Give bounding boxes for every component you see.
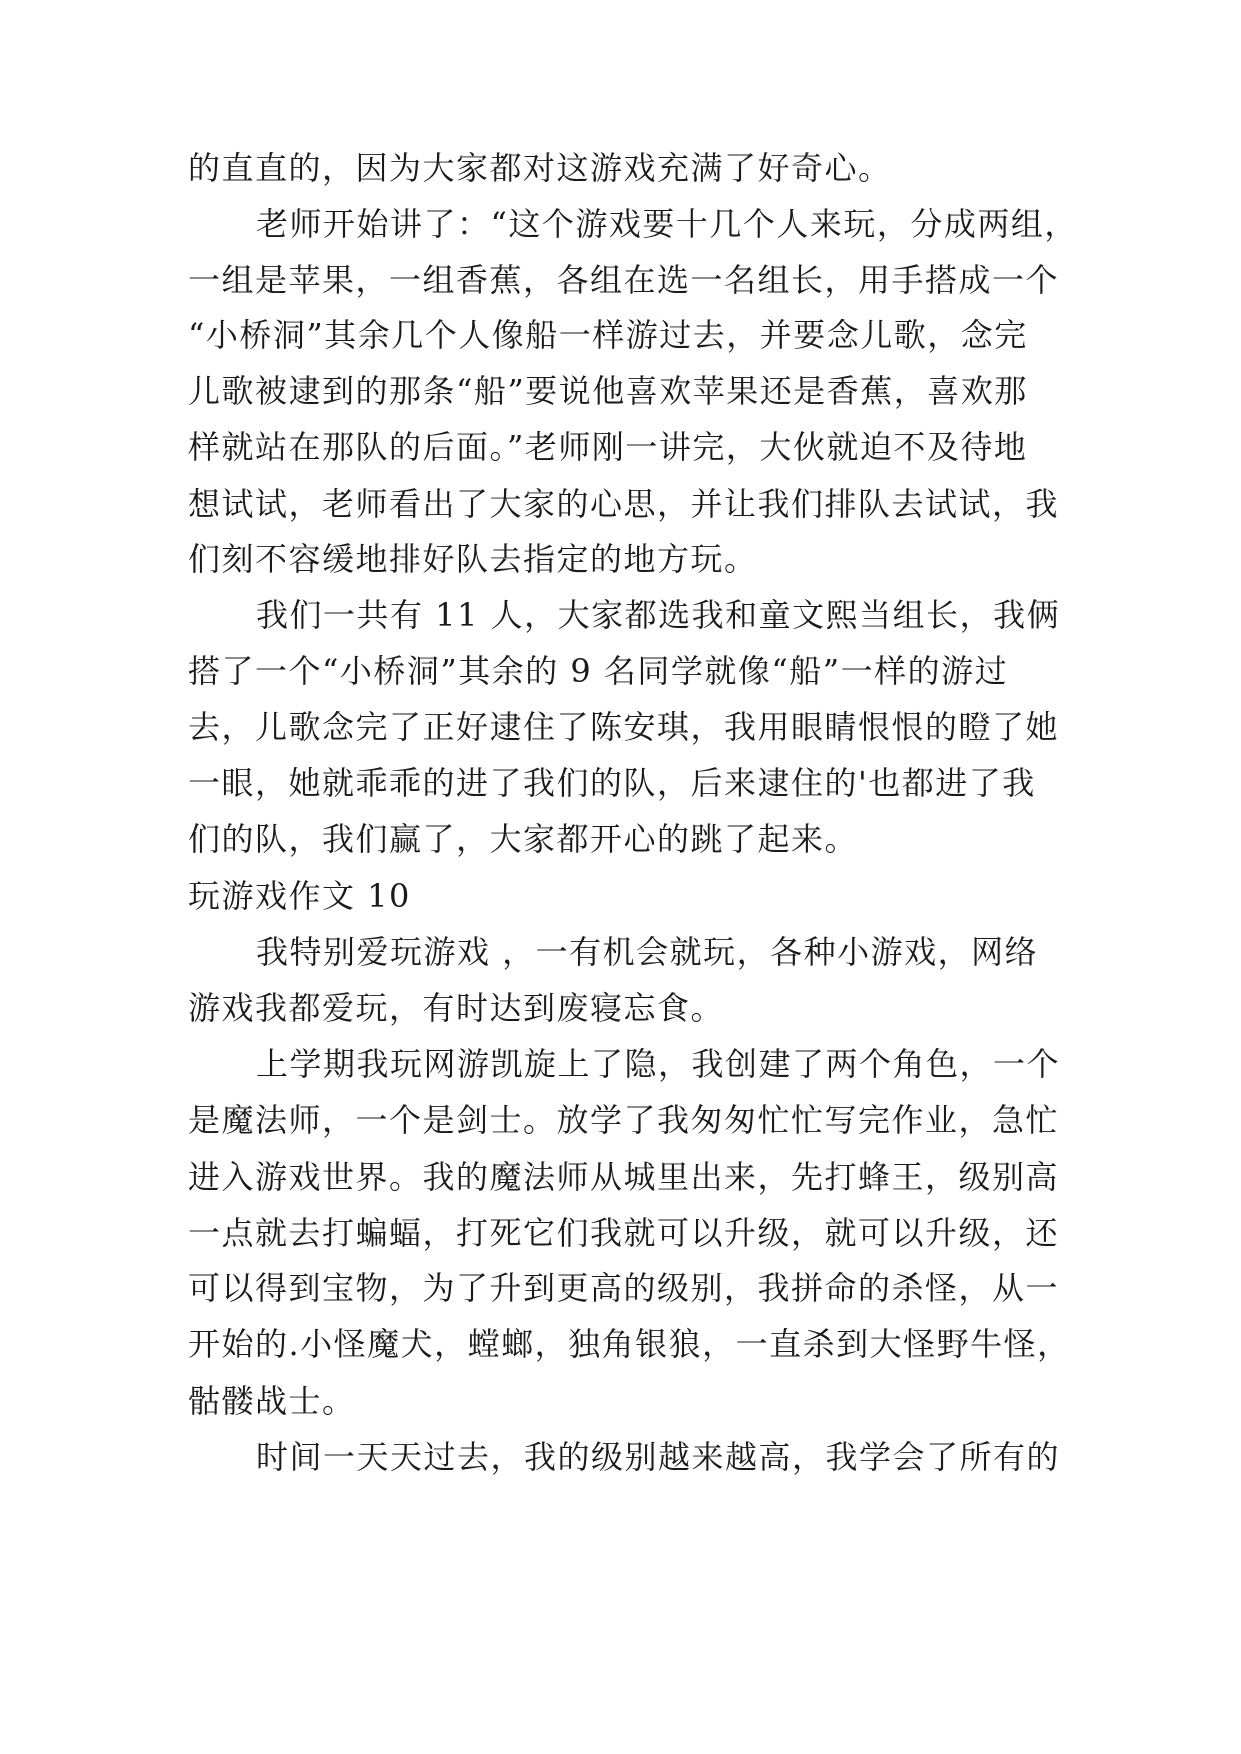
text-line: 搭了一个“小桥洞”其余的 9 名同学就像“船”一样的游过 [188, 652, 1009, 690]
text-line: 想试试，老师看出了大家的心思，并让我们排队去试试，我 [188, 485, 1060, 523]
text-line: 们的队，我们赢了，大家都开心的跳了起来。 [188, 820, 859, 858]
text-line: 进入游戏世界。我的魔法师从城里出来，先打蜂王，级别高 [188, 1158, 1060, 1196]
text-line: “小桥洞”其余几个人像船一样游过去，并要念儿歌，念完 [188, 316, 1028, 354]
text-line: 是魔法师，一个是剑士。放学了我匆匆忙忙写完作业，急忙 [188, 1101, 1060, 1139]
text-line: 上学期我玩网游凯旋上了隐，我创建了两个角色，一个 [256, 1045, 1061, 1083]
text-line: 老师开始讲了：“这个游戏要十几个人来玩，分成两组， [256, 205, 1078, 243]
text-line: 儿歌被逮到的那条“船”要说他喜欢苹果还是香蕉，喜欢那 [188, 372, 1028, 410]
text-line: 我们一共有 11 人，大家都选我和童文熙当组长，我俩 [256, 596, 1061, 634]
text-line: 一组是苹果，一组香蕉，各组在选一名组长，用手搭成一个 [188, 261, 1060, 299]
text-line: 们刻不容缓地排好队去指定的地方玩。 [188, 540, 758, 578]
text-line: 时间一天天过去，我的级别越来越高，我学会了所有的 [256, 1438, 1061, 1476]
text-line: 游戏我都爱玩，有时达到废寝忘食。 [188, 989, 725, 1027]
text-line: 的直直的，因为大家都对这游戏充满了好奇心。 [188, 149, 892, 187]
text-line: 样就站在那队的后面。”老师刚一讲完，大伙就迫不及待地 [188, 428, 1028, 466]
text-line: 一眼，她就乖乖的进了我们的队，后来逮住的'也都进了我 [188, 764, 1036, 802]
text-line: 骷髅战士。 [188, 1382, 356, 1420]
text-line: 可以得到宝物，为了升到更高的级别，我拼命的杀怪，从一 [188, 1269, 1060, 1307]
section-heading: 玩游戏作文 10 [188, 877, 411, 915]
text-line: 一点就去打蝙蝠，打死它们我就可以升级，就可以升级，还 [188, 1214, 1060, 1252]
text-line: 去，儿歌念完了正好逮住了陈安琪，我用眼睛恨恨的瞪了她 [188, 708, 1060, 746]
text-line: 我特别爱玩游戏 ，一有机会就玩，各种小游戏，网络 [256, 933, 1039, 971]
text-line: 开始的.小怪魔犬，螳螂，独角银狼，一直杀到大怪野牛怪， [188, 1325, 1071, 1363]
